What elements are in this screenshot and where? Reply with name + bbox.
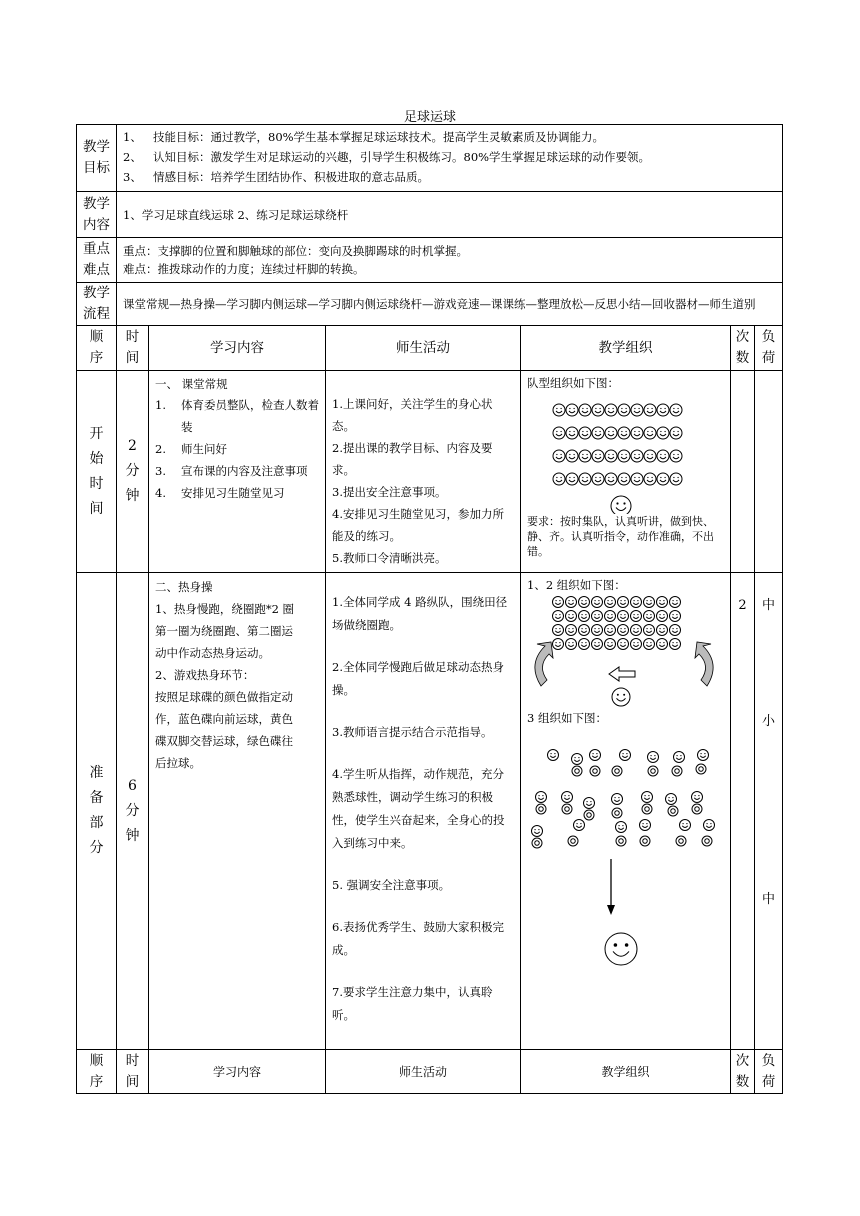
student-face-icon — [566, 473, 578, 485]
activity-item: 3.教师语言提示结合示范指导。 — [332, 725, 493, 739]
marker-icon — [612, 766, 622, 776]
student-face-icon — [644, 427, 656, 439]
content-line: 动中作动态热身运动。 — [155, 646, 270, 660]
formation-diagram-3 — [527, 727, 723, 977]
student-face-icon — [640, 820, 651, 831]
formation-diagram-2 — [527, 594, 723, 709]
marker-icon — [612, 808, 622, 818]
formation-diagram-1 — [527, 392, 723, 514]
section1-load — [755, 371, 783, 573]
marker-icon — [590, 766, 600, 776]
student-face-icon — [590, 750, 601, 761]
activity-item: 2.提出课的教学目标、内容及要求。 — [332, 441, 493, 477]
student-face-icon — [644, 625, 655, 636]
section2-time: 6 分 钟 — [117, 573, 149, 1050]
student-face-icon — [553, 404, 565, 416]
student-face-icon — [644, 404, 656, 416]
section2-content — [149, 573, 326, 1050]
student-face-icon — [680, 820, 691, 831]
objective-item — [123, 127, 776, 147]
student-face-icon — [566, 597, 577, 608]
marker-icon — [532, 838, 542, 848]
activity-item: 1.全体同学成 4 路纵队，围绕田径场做绕圈跑。 — [332, 595, 508, 632]
section1-org-title: 队型组织如下图： — [527, 376, 619, 390]
student-face-icon — [592, 611, 603, 622]
student-face-icon — [670, 404, 682, 416]
student-face-icon — [574, 820, 585, 831]
key-point: 重点：支撑脚的位置和脚触球的部位：变向及换脚踢球的时机掌握。 — [123, 244, 468, 258]
student-face-icon — [631, 473, 643, 485]
flow-label: 教学 流程 — [77, 283, 117, 326]
student-face-icon — [644, 473, 656, 485]
content-line: 2、游戏热身环节： — [155, 668, 255, 682]
student-face-icon — [592, 597, 603, 608]
student-face-icon — [704, 820, 715, 831]
marker-icon — [584, 810, 594, 820]
student-face-icon — [605, 611, 616, 622]
content-line: 后拉球。 — [155, 756, 201, 770]
objectives-list — [123, 127, 776, 187]
section2-activities — [326, 573, 521, 1050]
student-face-icon — [670, 611, 681, 622]
student-face-icon — [592, 427, 604, 439]
content-item-number: 4. — [155, 486, 166, 500]
student-face-icon — [642, 792, 653, 803]
marker-icon — [648, 766, 658, 776]
load-2: 小 — [761, 714, 775, 729]
section2-content-lines — [155, 576, 319, 774]
student-face-icon — [536, 792, 547, 803]
content-item-number: 1. — [155, 398, 166, 412]
student-face-icon — [618, 427, 630, 439]
student-face-icon — [562, 792, 573, 803]
student-face-icon — [631, 639, 642, 650]
student-face-icon — [553, 473, 565, 485]
student-face-icon — [553, 625, 564, 636]
marker-icon — [536, 804, 546, 814]
activity-item: 4.学生听从指挥，动作规范，充分熟悉球性，调动学生练习的积极性，使学生兴奋起来，全身心的投入到练习中来。 — [332, 767, 505, 850]
student-face-icon — [631, 427, 643, 439]
student-face-icon — [674, 752, 685, 763]
student-face-icon — [631, 611, 642, 622]
right-curved-arrow-icon — [695, 642, 713, 686]
section1-activity-list — [332, 393, 514, 569]
student-face-icon — [657, 639, 668, 650]
marker-icon — [668, 806, 678, 816]
section2-org-title1: 1、2 组织如下图： — [527, 578, 626, 592]
marker-icon — [568, 836, 578, 846]
marker-icon — [642, 804, 652, 814]
student-face-icon — [618, 404, 630, 416]
student-face-icon — [605, 473, 617, 485]
student-face-icon — [584, 798, 595, 809]
difficulty-point: 难点：推拨球动作的力度；连续过杆脚的转换。 — [123, 262, 365, 276]
marker-icon — [616, 836, 626, 846]
student-face-icon — [657, 427, 669, 439]
content-item — [155, 460, 319, 482]
activity-item: 7.要求学生注意力集中，认真聆听。 — [332, 985, 493, 1022]
student-face-icon — [553, 639, 564, 650]
load-3: 中 — [761, 892, 775, 907]
footer-time: 时 间 — [117, 1050, 149, 1094]
student-face-icon — [566, 625, 577, 636]
student-face-icon — [620, 750, 631, 761]
content-item-number: 3. — [155, 464, 166, 478]
section2-org-title2: 3 组织如下图： — [527, 711, 607, 725]
content-label: 教学 内容 — [77, 192, 117, 238]
footer-org: 教学组织 — [521, 1050, 731, 1094]
marker-icon — [702, 836, 712, 846]
marker-icon — [692, 804, 702, 814]
section1-content-title: 一、 课堂常规 — [155, 377, 228, 391]
left-arrow-icon — [609, 667, 635, 681]
student-face-icon — [618, 597, 629, 608]
section1-org-note: 要求：按时集队，认真听讲，做到快、静、齐。认真听指令，动作准确，不出错。 — [527, 515, 714, 558]
student-face-icon — [579, 473, 591, 485]
activity-item: 3.提出安全注意事项。 — [332, 485, 447, 499]
student-face-icon — [618, 473, 630, 485]
marker-icon — [676, 836, 686, 846]
marker-icon — [562, 804, 572, 814]
keypoints-label: 重点 难点 — [77, 238, 117, 283]
objective-text: 认知目标：激发学生对足球运动的兴趣，引导学生积极练习。80%学生掌握足球运球的动作要领。 — [153, 150, 651, 164]
student-face-icon — [648, 752, 659, 763]
flow-text: 课堂常规—热身操—学习脚内侧运球—学习脚内侧运球绕杆—游戏竞速—课课练—整理放松—反思小结—回收器材—师生道别 — [117, 283, 783, 326]
student-face-icon — [657, 611, 668, 622]
student-face-icon — [605, 597, 616, 608]
student-face-icon — [605, 625, 616, 636]
footer-load: 负 荷 — [755, 1050, 783, 1094]
student-face-icon — [605, 639, 616, 650]
header-order: 顺 序 — [77, 326, 117, 371]
left-curved-arrow-icon — [535, 642, 553, 686]
activity-item: 1.上课问好，关注学生的身心状态。 — [332, 397, 493, 433]
header-time: 时 间 — [117, 326, 149, 371]
down-arrow-head-icon — [607, 905, 615, 915]
activity-item: 2.全体同学慢跑后做足球动态热身操。 — [332, 660, 504, 697]
objectives-cell — [117, 125, 783, 192]
footer-content: 学习内容 — [149, 1050, 326, 1094]
content-item-text: 师生问好 — [181, 442, 227, 456]
objective-text: 技能目标：通过教学，80%学生基本掌握足球运球技术。提高学生灵敏素质及协调能力。 — [153, 130, 605, 144]
student-face-icon — [548, 750, 559, 761]
student-face-icon — [644, 639, 655, 650]
student-face-icon — [592, 450, 604, 462]
student-face-icon — [553, 427, 565, 439]
content-item — [155, 482, 319, 504]
teacher-face-icon — [612, 688, 630, 706]
section1-count — [731, 371, 755, 573]
section2-count: 2 — [731, 573, 755, 1050]
content-item-text: 安排见习生随堂见习 — [181, 486, 285, 500]
section1-org — [521, 371, 731, 573]
objective-number: 1、 — [123, 130, 142, 144]
content-line: 按照足球碟的颜色做指定动 — [155, 690, 293, 704]
student-face-icon — [572, 754, 583, 765]
objective-text: 情感目标：培养学生团结协作、积极进取的意志品质。 — [153, 170, 429, 184]
objectives-label: 教学 目标 — [77, 125, 117, 192]
header-org: 教学组织 — [521, 326, 731, 371]
student-face-icon — [670, 639, 681, 650]
student-face-icon — [670, 473, 682, 485]
student-face-icon — [553, 597, 564, 608]
content-text: 1、学习足球直线运球 2、练习足球运球绕杆 — [117, 192, 783, 238]
content-item-number: 2. — [155, 442, 166, 456]
header-content: 学习内容 — [149, 326, 326, 371]
section1-order: 开 始 时 间 — [77, 371, 117, 573]
student-face-icon — [616, 822, 627, 833]
student-face-icon — [657, 625, 668, 636]
student-face-icon — [631, 404, 643, 416]
student-face-icon — [631, 597, 642, 608]
student-face-icon — [566, 404, 578, 416]
student-face-icon — [657, 597, 668, 608]
header-load: 负 荷 — [755, 326, 783, 371]
content-item — [155, 394, 319, 438]
student-face-icon — [670, 450, 682, 462]
section1-content — [149, 371, 326, 573]
content-item-text: 体育委员整队，检查人数着装 — [181, 398, 319, 434]
activity-item: 5. 强调安全注意事项。 — [332, 878, 451, 892]
content-item — [155, 438, 319, 460]
student-face-icon — [605, 427, 617, 439]
student-face-icon — [566, 611, 577, 622]
student-face-icon — [670, 427, 682, 439]
student-face-icon — [644, 450, 656, 462]
lesson-plan-table — [76, 124, 783, 1094]
student-face-icon — [631, 625, 642, 636]
student-face-icon — [566, 639, 577, 650]
student-face-icon — [553, 611, 564, 622]
footer-count: 次 数 — [731, 1050, 755, 1094]
marker-icon — [640, 836, 650, 846]
content-line: 二、热身操 — [155, 580, 213, 594]
student-face-icon — [657, 473, 669, 485]
student-face-icon — [666, 794, 677, 805]
student-face-icon — [532, 826, 543, 837]
student-face-icon — [592, 625, 603, 636]
content-line: 作，蓝色碟向前运球，黄色 — [155, 712, 293, 726]
objective-number: 3、 — [123, 170, 142, 184]
student-face-icon — [670, 625, 681, 636]
student-face-icon — [592, 473, 604, 485]
objective-item — [123, 167, 776, 187]
student-face-icon — [657, 404, 669, 416]
section2-org — [521, 573, 731, 1050]
student-face-icon — [618, 625, 629, 636]
student-face-icon — [566, 427, 578, 439]
student-face-icon — [618, 611, 629, 622]
student-face-icon — [644, 597, 655, 608]
student-face-icon — [605, 404, 617, 416]
teacher-face-icon — [611, 496, 631, 514]
marker-icon — [672, 766, 682, 776]
student-face-icon — [579, 450, 591, 462]
activity-item: 6.表扬优秀学生、鼓励大家积极完成。 — [332, 920, 504, 957]
student-face-icon — [605, 450, 617, 462]
student-face-icon — [579, 427, 591, 439]
student-face-icon — [618, 639, 629, 650]
objective-item — [123, 147, 776, 167]
section1-time: 2 分 钟 — [117, 371, 149, 573]
activity-item: 5.教师口令清晰洪亮。 — [332, 551, 447, 565]
keypoints-cell — [117, 238, 783, 283]
content-line: 碟双脚交替运球，绿色碟往 — [155, 734, 293, 748]
student-face-icon — [644, 611, 655, 622]
section1-activities — [326, 371, 521, 573]
content-line: 第一圈为绕圈跑、第二圈运 — [155, 624, 293, 638]
footer-activity: 师生活动 — [326, 1050, 521, 1094]
teacher-face-icon — [605, 933, 637, 965]
student-face-icon — [579, 597, 590, 608]
student-face-icon — [579, 639, 590, 650]
document-title: 足球运球 — [403, 110, 456, 125]
student-face-icon — [698, 750, 709, 761]
student-face-icon — [579, 625, 590, 636]
student-face-icon — [631, 450, 643, 462]
student-face-icon — [553, 450, 565, 462]
student-face-icon — [579, 404, 591, 416]
section2-load — [755, 573, 783, 1050]
activity-item: 4.安排见习生随堂见习，参加力所能及的练习。 — [332, 507, 504, 543]
content-item-text: 宣布课的内容及注意事项 — [181, 464, 308, 478]
section2-activity-list — [332, 591, 514, 1027]
load-1: 中 — [761, 598, 775, 613]
student-face-icon — [579, 611, 590, 622]
marker-icon — [696, 764, 706, 774]
student-face-icon — [657, 450, 669, 462]
footer-order: 顺 序 — [77, 1050, 117, 1094]
student-face-icon — [592, 404, 604, 416]
student-face-icon — [566, 450, 578, 462]
content-line: 1、热身慢跑，绕圈跑*2 圈 — [155, 602, 295, 616]
marker-icon — [572, 766, 582, 776]
header-activity: 师生活动 — [326, 326, 521, 371]
section1-content-list — [155, 394, 319, 504]
student-face-icon — [618, 450, 630, 462]
header-count: 次 数 — [731, 326, 755, 371]
student-face-icon — [670, 597, 681, 608]
student-face-icon — [592, 639, 603, 650]
section2-order: 准 备 部 分 — [77, 573, 117, 1050]
student-face-icon — [692, 792, 703, 803]
student-face-icon — [612, 794, 623, 805]
objective-number: 2、 — [123, 150, 142, 164]
